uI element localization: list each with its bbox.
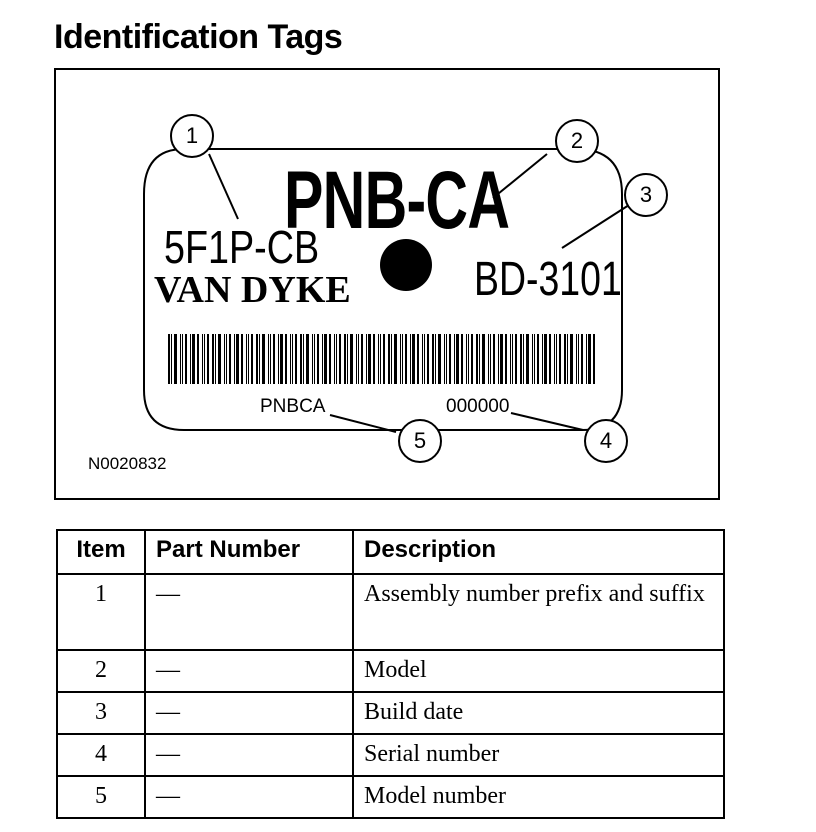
description-cell: Model [353, 650, 724, 692]
barcode-bar [554, 334, 555, 384]
manufacturer-label: VAN DYKE [154, 269, 351, 311]
barcode-bar [559, 334, 561, 384]
barcode-bar [380, 334, 381, 384]
table-row [57, 734, 724, 776]
barcode-bar [488, 334, 489, 384]
barcode-bar [270, 334, 271, 384]
barcode-bar [197, 334, 199, 384]
model-number-label: PNBCA [260, 396, 326, 417]
callout-number-4: 4 [599, 428, 613, 453]
barcode-bar [347, 334, 348, 384]
page-title: Identification Tags [54, 18, 343, 56]
leader-line-1 [209, 154, 238, 219]
barcode-bar [394, 334, 397, 384]
barcode-bar [303, 334, 304, 384]
barcode-bar [435, 334, 436, 384]
barcode-bar [449, 334, 451, 384]
barcode-bar [446, 334, 447, 384]
callout-number-2: 2 [570, 128, 584, 153]
barcode-bar [246, 334, 247, 384]
barcode-bar [422, 334, 423, 384]
column-header-part-number: Part Number [145, 530, 353, 574]
part-number-cell: — [145, 692, 353, 734]
item-cell: 3 [57, 692, 145, 734]
description-cell: Model number [353, 776, 724, 818]
barcode-bar [586, 334, 587, 384]
barcode-bar [241, 334, 243, 384]
barcode-bar [336, 334, 337, 384]
description-cell: Build date [353, 692, 724, 734]
barcode-bar [515, 334, 517, 384]
identification-tag-figure [54, 68, 720, 500]
barcode-bar [405, 334, 407, 384]
leader-line-4 [511, 413, 583, 430]
part-number-cell: — [145, 650, 353, 692]
barcode-bar [512, 334, 513, 384]
barcode-bar [292, 334, 293, 384]
barcode-bar [383, 334, 385, 384]
model-label: PNB-CA [284, 155, 510, 246]
barcode-bar [339, 334, 341, 384]
barcode-bar [171, 334, 172, 384]
barcode-bar [329, 334, 331, 384]
barcode-bar [226, 334, 227, 384]
barcode-bar [461, 334, 463, 384]
table-row [57, 776, 724, 818]
barcode-bar [432, 334, 434, 384]
item-cell: 2 [57, 650, 145, 692]
barcode-bar [344, 334, 346, 384]
column-header-item: Item [57, 530, 145, 574]
barcode-bar [402, 334, 403, 384]
barcode-bar [510, 334, 511, 384]
barcode-bar [498, 334, 499, 384]
callout-number-1: 1 [185, 123, 199, 148]
barcode-bar [215, 334, 216, 384]
barcode-bar [438, 334, 441, 384]
barcode-bar [174, 334, 177, 384]
description-cell: Assembly number prefix and suffix [353, 574, 724, 650]
barcode-bar [523, 334, 524, 384]
column-header-description: Description [353, 530, 724, 574]
barcode-bar [542, 334, 543, 384]
barcode-bar [581, 334, 583, 384]
items-table [56, 529, 725, 819]
barcode-bar [312, 334, 313, 384]
barcode-bar [500, 334, 503, 384]
part-number-cell: — [145, 574, 353, 650]
barcode-bar [373, 334, 375, 384]
barcode-bar [300, 334, 302, 384]
part-number-cell: — [145, 776, 353, 818]
barcode-bar [295, 334, 297, 384]
item-cell: 4 [57, 734, 145, 776]
barcode-bar [251, 334, 253, 384]
barcode-bar [229, 334, 231, 384]
barcode-bar [290, 334, 291, 384]
barcode-bar [490, 334, 491, 384]
barcode-bar [544, 334, 547, 384]
table-row [57, 574, 724, 650]
barcode-bar [285, 334, 287, 384]
barcode-bar [412, 334, 415, 384]
barcode-bar [537, 334, 539, 384]
barcode-bar [593, 334, 595, 384]
barcode-bar [454, 334, 455, 384]
barcode-bar [391, 334, 392, 384]
barcode-bar [532, 334, 533, 384]
barcode-bar [322, 334, 323, 384]
barcode-bar [180, 334, 181, 384]
build-date-label: BD-3101 [474, 253, 622, 306]
barcode-bar [578, 334, 579, 384]
barcode-bar [534, 334, 535, 384]
table-row [57, 692, 724, 734]
barcode-bar [204, 334, 205, 384]
callout-number-3: 3 [639, 182, 653, 207]
barcode-bar [564, 334, 566, 384]
barcode [168, 334, 595, 384]
barcode-bar [358, 334, 359, 384]
barcode-bar [493, 334, 495, 384]
barcode-bar [202, 334, 203, 384]
barcode-bar [479, 334, 480, 384]
description-cell: Serial number [353, 734, 724, 776]
barcode-bar [468, 334, 469, 384]
barcode-bar [317, 334, 319, 384]
table-header-row [57, 530, 724, 574]
barcode-bar [366, 334, 367, 384]
barcode-bar [192, 334, 195, 384]
barcode-bar [505, 334, 507, 384]
barcode-bar [556, 334, 557, 384]
barcode-bar [280, 334, 283, 384]
barcode-bar [324, 334, 327, 384]
barcode-bar [268, 334, 269, 384]
barcode-bar [185, 334, 187, 384]
barcode-bar [356, 334, 357, 384]
barcode-bar [361, 334, 363, 384]
leader-line-3 [562, 205, 629, 248]
table-row [57, 650, 724, 692]
barcode-bar [212, 334, 214, 384]
callout-number-5: 5 [413, 428, 427, 453]
barcode-bar [378, 334, 379, 384]
barcode-bar [314, 334, 315, 384]
barcode-bar [190, 334, 191, 384]
barcode-bar [368, 334, 371, 384]
barcode-bar [218, 334, 221, 384]
barcode-bar [306, 334, 309, 384]
barcode-bar [410, 334, 411, 384]
barcode-bar [236, 334, 239, 384]
barcode-bar [182, 334, 183, 384]
barcode-bar [350, 334, 353, 384]
barcode-bar [576, 334, 577, 384]
serial-number-label: 000000 [446, 396, 510, 417]
barcode-bar [400, 334, 401, 384]
barcode-bar [207, 334, 209, 384]
figure-id: N0020832 [88, 454, 167, 473]
barcode-bar [444, 334, 445, 384]
barcode-bar [471, 334, 473, 384]
barcode-bar [482, 334, 485, 384]
barcode-bar [262, 334, 265, 384]
barcode-bar [273, 334, 275, 384]
barcode-bar [334, 334, 335, 384]
barcode-bar [476, 334, 478, 384]
item-cell: 5 [57, 776, 145, 818]
item-cell: 1 [57, 574, 145, 650]
barcode-bar [466, 334, 467, 384]
barcode-bar [567, 334, 568, 384]
barcode-bar [224, 334, 225, 384]
barcode-bar [278, 334, 279, 384]
part-number-cell: — [145, 734, 353, 776]
assembly-number-label: 5F1P-CB [164, 221, 320, 273]
barcode-bar [520, 334, 522, 384]
barcode-bar [259, 334, 260, 384]
barcode-bar [588, 334, 591, 384]
barcode-bar [549, 334, 551, 384]
barcode-bar [456, 334, 459, 384]
barcode-bar [388, 334, 390, 384]
barcode-bar [417, 334, 419, 384]
barcode-bar [424, 334, 425, 384]
barcode-bar [570, 334, 573, 384]
barcode-bar [234, 334, 235, 384]
barcode-bar [256, 334, 258, 384]
barcode-bar [248, 334, 249, 384]
barcode-bar [168, 334, 170, 384]
barcode-bar [427, 334, 429, 384]
barcode-bar [526, 334, 529, 384]
